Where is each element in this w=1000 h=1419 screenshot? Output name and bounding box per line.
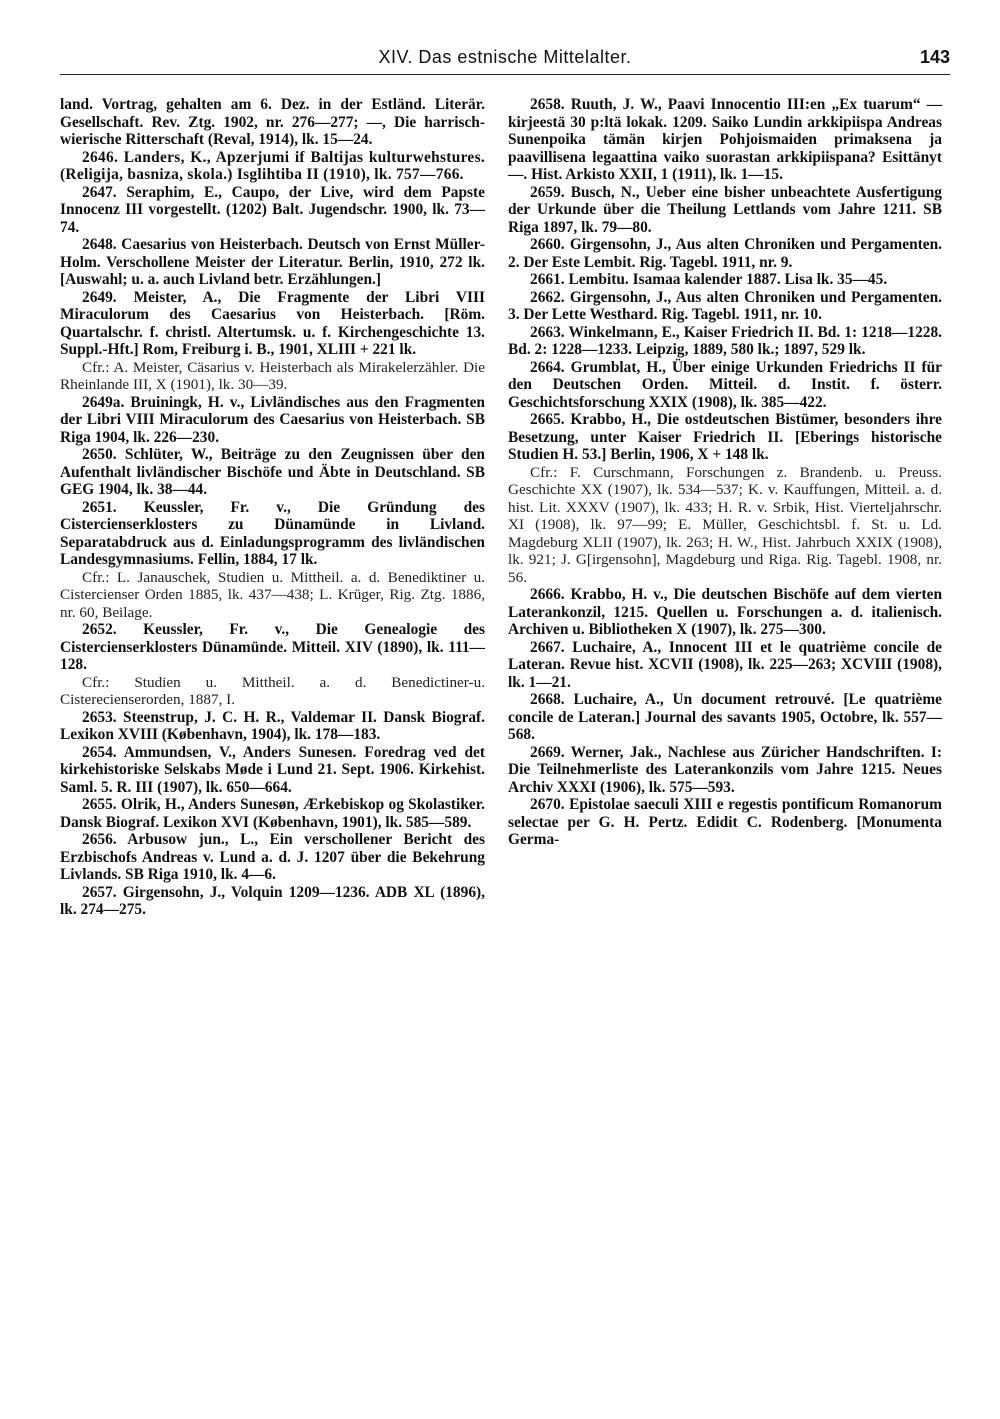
entry-text: Caesarius von Heisterbach. Deutsch von Ernst Müller-Holm. Verschollene Meister der Literatur. Berlin, 1910, 272 lk. [Auswahl; u. a. auch Livland betr. Erzählungen.]: [60, 236, 486, 288]
entry-number: 2656.: [82, 831, 128, 848]
bibliography-entry: [60, 184, 485, 237]
entry-text: Schlüter, W., Beiträge zu den Zeugnissen über den Aufenthalt livländischer Bischöfe und Äbte in Deutschland. SB GEG 1904, lk. 38—44.: [60, 446, 485, 498]
entry-number: 2650.: [82, 446, 125, 463]
bibliography-entry: [508, 324, 942, 359]
bibliography-note: [60, 674, 485, 709]
entry-number: 2652.: [82, 621, 144, 638]
entry-number: 2655.: [82, 796, 121, 813]
entry-number: 2660.: [530, 236, 570, 253]
bibliography-note: [508, 464, 942, 587]
entry-text: Olrik, H., Anders Sunesøn, Ærkebiskop og Skolastiker. Dansk Biograf. Lexikon XVI (København, 1901), lk. 585—589.: [60, 796, 485, 831]
bibliography-entry: [60, 96, 485, 149]
entry-text: Cfr.: Studien u. Mittheil. a. d. Benedictiner-u. Cisterecienserorden, 1887, I.: [60, 673, 485, 708]
left-column: [60, 96, 485, 919]
bibliography-entry: [60, 236, 485, 289]
bibliography-entry: [60, 796, 485, 831]
entry-number: 2647.: [82, 183, 127, 201]
entry-text: Bruiningk, H. v., Livländisches aus den Fragmenten der Libri VIII Miraculorum des Caesarius von Heisterbach. SB Riga 1904, lk. 226—230.: [60, 393, 485, 446]
entry-text: Keussler, Fr. v., Die Genealogie des Cistercienserklosters Dünamünde. Mitteil. XIV (1890), lk. 111—128.: [60, 621, 485, 673]
entry-text: Girgensohn, J., Aus alten Chroniken und Pergamenten. 3. Der Lette Westhard. Rig. Tagebl. 1911, nr. 10.: [508, 288, 942, 323]
entry-text: Grumblat, H., Über einige Urkunden Friedrichs II für den Deutschen Orden. Mitteil. d. Instit. f. österr. Geschichtsforschung XXIX (1908), lk. 385—422.: [508, 358, 942, 411]
entry-text: Luchaire, A., Innocent III et le quatrième concile de Lateran. Revue hist. XCVII (1908), lk. 225—263; XCVIII (1908), lk. 1—21.: [508, 638, 942, 691]
bibliography-entry: [508, 411, 942, 464]
entry-text: Krabbo, H. v., Die deutschen Bischöfe auf dem vierten Laterankonzil, 1215. Quellen u. Forschungen a. d. italienisch. Archiven u. Bibliotheken X (1907), lk. 275—300.: [508, 586, 942, 638]
bibliography-entry: [60, 149, 485, 184]
entry-text: Krabbo, H., Die ostdeutschen Bistümer, besonders ihre Besetzung, unter Kaiser Friedrich II. [Eberings historische Studien H. 53.] Berlin, 1906, X + 148 lk.: [508, 411, 942, 463]
bibliography-entry: [508, 796, 942, 849]
entry-text: Keussler, Fr. v., Die Gründung des Cistercienserklosters zu Dünamünde in Livland. Separatabdruck aus d. Einladungsprogramm des livländischen Landesgymnasiums. Fellin, 1884, 17 lk.: [60, 498, 485, 568]
entry-number: 2665.: [530, 411, 571, 428]
bibliography-entry: [60, 394, 485, 447]
entry-text: Cfr.: L. Janauschek, Studien u. Mittheil. a. d. Benediktiner u. Cistercienser Orden 1885, lk. 437—438; L. Krüger, Rig. Ztg. 1886, nr. 60, Beilage.: [60, 568, 485, 621]
entry-number: 2664.: [530, 358, 571, 376]
entry-number: 2648.: [82, 236, 122, 253]
bibliography-note: [60, 359, 485, 394]
bibliography-entry: [508, 184, 942, 237]
entry-text: Ruuth, J. W., Paavi Innocentio III:en „Ex tuarum“ — kirjeestä 30 p:ltä lokak. 1209. Saiko Lundin arkkipiispa Andreas Sunenpoika tämän kirjen Pohjoismaiden primaksena ja paavillisena legaattina vaiko suorastan arkkipiispana? Esittänyt —. Hist. Arkisto XXII, 1 (1911), lk. 1—15.: [508, 96, 943, 183]
entry-text: Ammundsen, V., Anders Sunesen. Foredrag ved det kirkehistoriske Selskabs Møde i Lund 21. Sept. 1906. Kirkehist. Saml. 5. R. III (1907), lk. 650—664.: [60, 743, 485, 796]
bibliography-entry: [60, 744, 485, 797]
entry-text: Werner, Jak., Nachlese aus Züricher Handschriften. I: Die Teilnehmerliste des Laterankonzils vom Jahre 1215. Neues Archiv XXXI (1906), lk. 575—593.: [508, 743, 943, 796]
bibliography-entry: [60, 289, 485, 359]
bibliography-entry: [60, 446, 485, 499]
entry-text: land. Vortrag, gehalten am 6. Dez. in der Estländ. Literär. Gesellschaft. Rev. Ztg. 1902, nr. 276—277; —, Die harrisch-wierische Ritterschaft (Reval, 1914), lk. 15—24.: [60, 96, 485, 148]
entry-number: 2661.: [530, 271, 569, 288]
bibliography-entry: [508, 691, 942, 744]
entry-number: 2669.: [530, 743, 571, 761]
entry-number: 2649a.: [82, 393, 131, 411]
entry-text: Landers, K., Apzerjumi if Baltijas kulturwehstures. (Religija, basniza, skola.) Isglihtiba II (1910), lk. 757—766.: [60, 148, 486, 183]
entry-text: Girgensohn, J., Aus alten Chroniken und Pergamenten. 2. Der Este Lembit. Rig. Tagebl. 1911, nr. 9.: [508, 236, 942, 271]
entry-number: 2666.: [530, 586, 571, 603]
bibliography-entry: [508, 271, 942, 289]
bibliography-entry: [60, 831, 485, 884]
entry-text: Seraphim, E., Caupo, der Live, wird dem Papste Innocenz III vorgestellt. (1202) Balt. Jugendschr. 1900, lk. 73—74.: [60, 183, 485, 236]
entry-number: 2651.: [82, 498, 144, 516]
entry-text: Lembitu. Isamaa kalender 1887. Lisa lk. 35—45.: [568, 271, 888, 288]
entry-number: 2658.: [530, 96, 571, 113]
entry-text: Luchaire, A., Un document retrouvé. [Le quatrième concile de Lateran.] Journal des savants 1905, Octobre, lk. 557—568.: [508, 691, 942, 743]
entry-number: 2654.: [82, 743, 124, 761]
entry-number: 2668.: [530, 691, 574, 708]
entry-text: Girgensohn, J., Volquin 1209—1236. ADB XL (1896), lk. 274—275.: [60, 883, 485, 918]
entry-text: Cfr.: A. Meister, Cäsarius v. Heisterbach als Mirakelerzähler. Die Rheinlande III, X (1901), lk. 30—39.: [60, 358, 485, 393]
bibliography-entry: [508, 639, 942, 692]
entry-text: Steenstrup, J. C. H. R., Valdemar II. Dansk Biograf. Lexikon XVIII (København, 1904), lk. 178—183.: [60, 708, 486, 743]
entry-text: Epistolae saeculi XIII e regestis pontificum Romanorum selectae per G. H. Pertz. Edidit C. Rodenberg. [Monumenta Germa-: [508, 796, 942, 848]
bibliography-entry: [508, 289, 942, 324]
entry-text: Busch, N., Ueber eine bisher unbeachtete Ausfertigung der Urkunde über die Theilung Lettlands vom Jahre 1211. SB Riga 1897, lk. 79—80.: [508, 183, 943, 236]
bibliography-entry: [60, 499, 485, 569]
header-rule: [60, 74, 950, 75]
page-number: 143: [919, 47, 950, 67]
entry-number: 2649.: [82, 288, 134, 306]
bibliography-entry: [60, 709, 485, 744]
entry-number: 2657.: [82, 883, 123, 901]
entry-number: 2659.: [530, 183, 571, 201]
entry-text: Meister, A., Die Fragmente der Libri VIII Miraculorum des Caesarius von Heisterbach. [Röm. Quartalschr. f. christl. Altertumsk. u. f. Kirchengeschichte 13. Suppl.-Hft.] Rom, Freiburg i. B., 1901, XLIII + 221 lk.: [60, 288, 485, 358]
entry-number: 2653.: [82, 708, 124, 726]
right-column: [508, 96, 942, 849]
entry-text: Cfr.: F. Curschmann, Forschungen z. Brandenb. u. Preuss. Geschichte XX (1907), lk. 534—537; K. v. Kauffungen, Mitteil. a. d. hist. Lit. XXXV (1907), lk. 433; H. R. v. Srbik, Hist. Vierteljahrschr. XI (1908), lk. 97—99; E. Müller, Geschichtsbl. f. St. u. Ld. Magdeburg XLII (1907), lk. 263; H. W., Hist. Jahrbuch XXIX (1908), lk. 921; J. G[irgensohn], Magdeburg und Riga. Rig. Tagebl. 1908, nr. 56.: [508, 463, 942, 586]
entry-number: 2646.: [82, 148, 124, 166]
bibliography-entry: [60, 884, 485, 919]
entry-number: 2662.: [530, 288, 570, 306]
bibliography-entry: [508, 586, 942, 639]
running-title: XIV. Das estnische Mittelalter.: [378, 47, 632, 67]
entry-number: 2667.: [530, 638, 573, 656]
page-header: [60, 47, 950, 77]
entry-text: Winkelmann, E., Kaiser Friedrich II. Bd. 1: 1218—1228. Bd. 2: 1228—1233. Leipzig, 1889, 580 lk.; 1897, 529 lk.: [508, 323, 943, 358]
bibliography-entry: [508, 359, 942, 412]
bibliography-entry: [508, 744, 942, 797]
bibliography-entry: [508, 236, 942, 271]
bibliography-entry: [60, 621, 485, 674]
entry-number: 2670.: [530, 796, 570, 813]
bibliography-note: [60, 569, 485, 622]
entry-number: 2663.: [530, 323, 569, 341]
entry-text: Arbusow jun., L., Ein verschollener Bericht des Erzbischofs Andreas v. Lund a. d. J. 1207 über die Bekehrung Livlands. SB Riga 1910, lk. 4—6.: [60, 831, 485, 883]
bibliography-entry: [508, 96, 942, 184]
